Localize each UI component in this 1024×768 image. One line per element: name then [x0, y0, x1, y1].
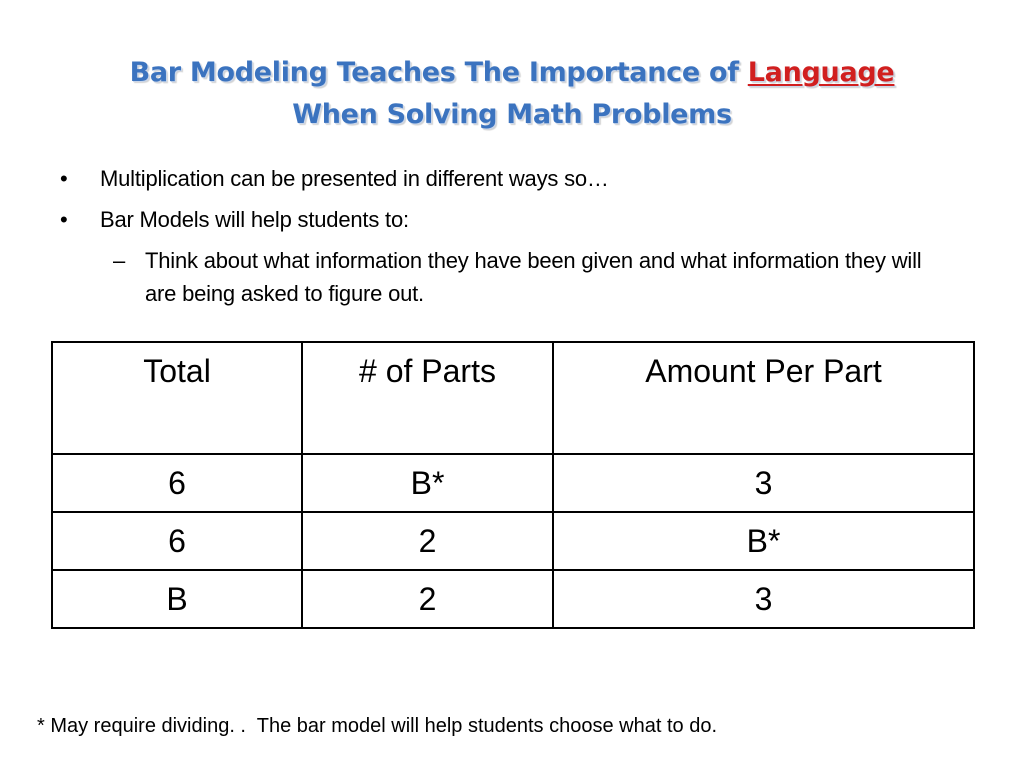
bullet-marker: •	[60, 207, 68, 232]
header-amount-per-part: Amount Per Part	[553, 342, 974, 454]
table-cell: B*	[553, 512, 974, 570]
table-cell: B*	[302, 454, 553, 512]
table-cell: 3	[553, 570, 974, 628]
bullet-text: Multiplication can be presented in different ways so…	[100, 166, 609, 191]
title-accent-word: Language	[747, 57, 895, 88]
title-text-part1: Bar Modeling Teaches The Importance of	[129, 57, 748, 88]
table-row	[52, 570, 974, 628]
title-text-line2: When Solving Math Problems	[292, 99, 732, 130]
parts-table	[51, 341, 975, 629]
table-cell: 6	[52, 512, 302, 570]
table-cell: 6	[52, 454, 302, 512]
table-cell: B	[52, 570, 302, 628]
bullet-marker: •	[60, 166, 68, 191]
bullet-item	[60, 203, 940, 236]
bullet-text: Bar Models will help students to:	[100, 207, 409, 232]
table-cell: 3	[553, 454, 974, 512]
table-row	[52, 454, 974, 512]
slide-title	[0, 52, 1024, 136]
sub-bullet-item	[60, 244, 940, 310]
table-header-row	[52, 342, 974, 454]
header-total: Total	[52, 342, 302, 454]
table-cell: 2	[302, 570, 553, 628]
table-row	[52, 512, 974, 570]
header-parts: # of Parts	[302, 342, 553, 454]
footnote: * May require dividing. . The bar model will help students choose what to do.	[37, 715, 717, 737]
table-cell: 2	[302, 512, 553, 570]
bullet-item	[60, 162, 940, 195]
sub-bullet-marker: –	[113, 248, 126, 273]
sub-bullet-text: Think about what information they have been given and what information they will are being asked to figure out.	[145, 248, 922, 306]
bullet-list	[60, 162, 940, 310]
